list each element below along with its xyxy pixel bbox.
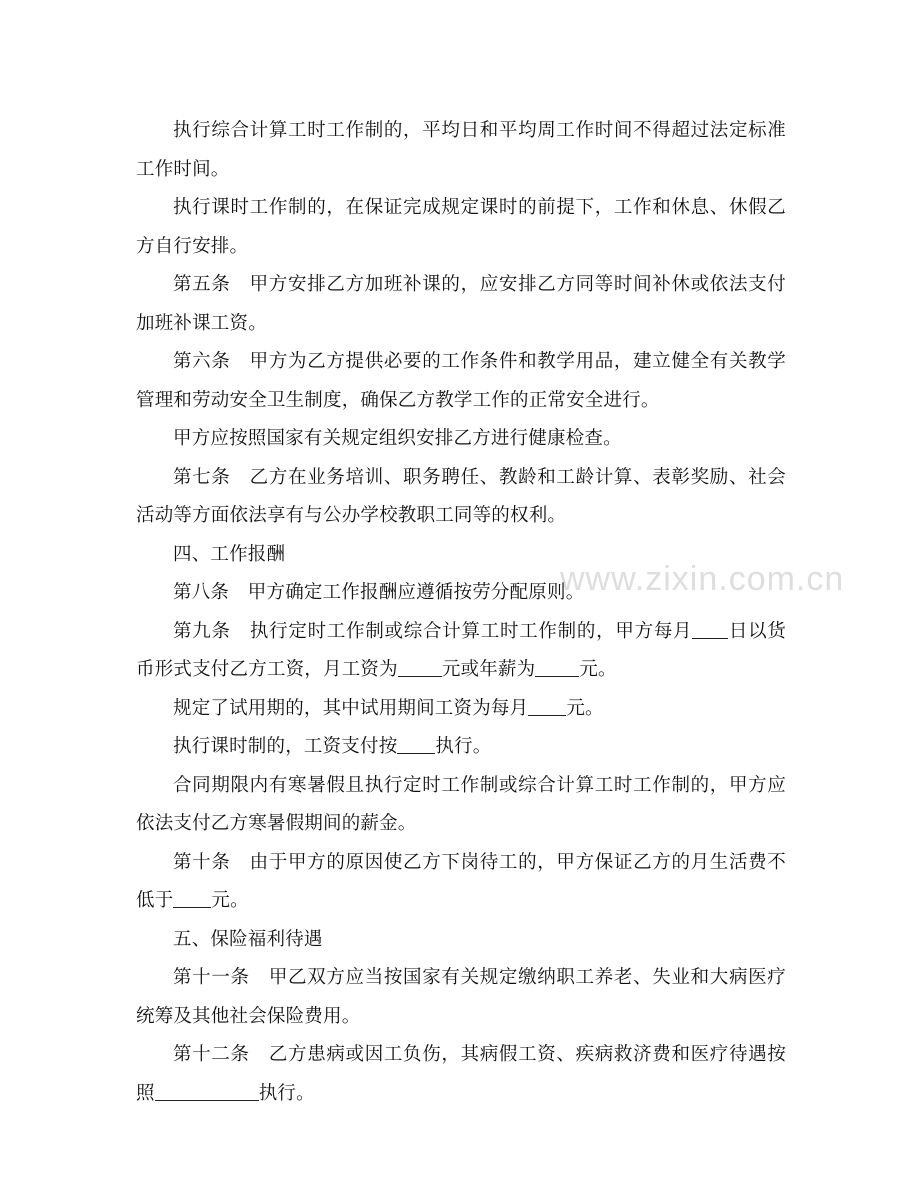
text-segment: 执行。 [258,1082,315,1104]
paragraph [136,728,786,767]
paragraph: 执行课时工作制的，在保证完成规定课时的前提下，工作和休息、休假乙方自行安排。 [136,197,786,257]
paragraph: 执行综合计算工时工作制的，平均日和平均周工作时间不得超过法定标准工作时间。 [136,120,786,180]
text-segment: 元。 [211,890,249,911]
fill-blank [398,658,442,677]
paragraph-article-12 [136,1036,786,1113]
paragraph: 第八条 甲方确定工作报酬应遵循按劳分配原则。 [173,582,585,603]
text-segment: 执行课时制的，工资支付按 [173,736,398,757]
paragraph: 第十一条 甲乙双方应当按国家有关规定缴纳职工养老、失业和大病医疗统筹及其他社会保险费用。 [136,967,786,1027]
paragraph-article-10 [136,844,786,921]
text-segment: 第九条 执行定时工作制或综合计算工时工作制的，甲方每月 [173,620,693,642]
paragraph-article-9 [136,613,786,690]
fill-blank [692,620,728,639]
fill-blank [528,697,566,716]
text-segment: 元。 [566,697,604,719]
watermark: www.zixin.com.cn [560,560,845,598]
paragraph: 合同期限内有寒暑假且执行定时工作制或综合计算工时工作制的，甲方应依法支付乙方寒暑假期间的薪金。 [136,774,786,834]
fill-blank [173,889,211,908]
text-segment: 第十条 由于甲方的原因使乙方下岗待工的，甲方保证乙方的月生活费不低于 [136,851,786,911]
paragraph: 甲方应按照国家有关规定组织安排乙方进行健康检查。 [173,428,622,449]
text-segment: 第十二条 乙方患病或因工负伤，其病假工资、疾病救济费和医疗待遇按照 [136,1044,786,1104]
text-segment: 元或年薪为 [441,659,536,680]
paragraph: 第六条 甲方为乙方提供必要的工作条件和教学用品，建立健全有关教学管理和劳动安全卫生制度，确保乙方教学工作的正常安全进行。 [136,351,786,411]
text-segment: 规定了试用期的，其中试用期间工资为每月 [173,697,529,719]
paragraph: 第五条 甲方安排乙方加班补课的，应安排乙方同等时间补休或依法支付加班补课工资。 [136,274,786,334]
paragraph [136,690,786,729]
fill-blank [397,735,435,754]
paragraph: 第七条 乙方在业务培训、职务聘任、教龄和工龄计算、表彰奖励、社会活动等方面依法享有与公办学校教职工同等的权利。 [136,466,786,526]
text-segment: 执行。 [435,736,492,757]
text-segment: 元。 [579,659,617,680]
fill-blank [155,1082,259,1101]
text-segment: 日以货币形式支付乙方工资，月工资为 [136,620,786,680]
document-body [136,112,786,1113]
fill-blank [535,658,579,677]
section-heading: 五、保险福利待遇 [173,928,323,950]
section-heading: 四、工作报酬 [173,543,286,565]
